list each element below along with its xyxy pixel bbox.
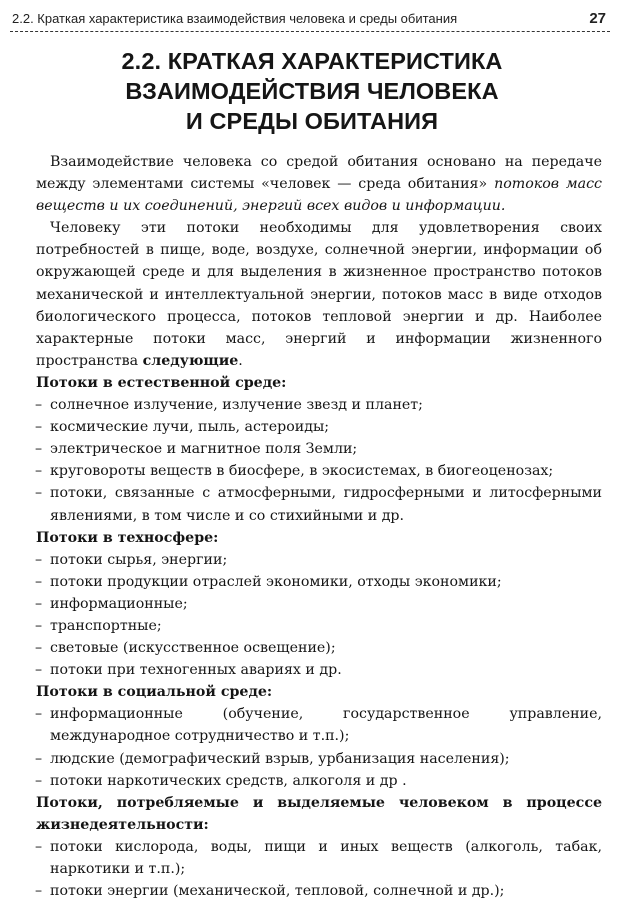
list-dash: – bbox=[35, 463, 43, 480]
list-item-text: потоки при техногенных авариях и др. bbox=[50, 662, 342, 679]
list-dash: – bbox=[35, 772, 43, 789]
list-item bbox=[36, 593, 602, 615]
intro-paragraph-1-emphasis: потоков масс веществ и их соединений, энергий всех видов и информации. bbox=[36, 176, 602, 215]
list-dash: – bbox=[35, 595, 43, 612]
list-item bbox=[36, 659, 602, 681]
list-dash: – bbox=[35, 551, 43, 568]
list-item-text: людские (демографический взрыв, урбанизация населения); bbox=[50, 750, 510, 767]
list-dash: – bbox=[35, 750, 43, 767]
running-header bbox=[12, 7, 606, 29]
list-item-text: потоки сырья, энергии; bbox=[50, 551, 228, 568]
list-item bbox=[36, 615, 602, 637]
list-item bbox=[36, 394, 602, 416]
list-item-text: информационные (обучение, государственное управление, международное сотрудничество и т.п.); bbox=[50, 706, 602, 745]
list-item bbox=[36, 703, 602, 747]
list-item-text: информационные; bbox=[50, 595, 188, 612]
header-divider bbox=[10, 31, 610, 32]
list-item bbox=[36, 460, 602, 482]
list-item bbox=[36, 880, 602, 902]
list-dash: – bbox=[35, 640, 43, 657]
list-item bbox=[36, 836, 602, 880]
list-dash: – bbox=[35, 838, 43, 855]
intro-paragraph-1-text: Взаимодействие человека со средой обитания основано на передаче между элементами системы «человек — среда обитания» bbox=[36, 154, 602, 193]
section-title-line-1: 2.2. КРАТКАЯ ХАРАКТЕРИСТИКА bbox=[121, 48, 503, 74]
list-item-text: электрическое и магнитное поля Земли; bbox=[50, 441, 358, 458]
list-dash: – bbox=[35, 706, 43, 723]
list-item bbox=[36, 549, 602, 571]
list-item bbox=[36, 637, 602, 659]
list-item-text: потоки энергии (механической, тепловой, солнечной и др.); bbox=[50, 883, 505, 900]
list-item-text: солнечное излучение, излучение звезд и планет; bbox=[50, 397, 423, 414]
section-heading-technosphere: Потоки в техносфере: bbox=[36, 529, 219, 546]
section-title-line-2: ВЗАИМОДЕЙСТВИЯ ЧЕЛОВЕКА bbox=[125, 78, 499, 104]
list-dash: – bbox=[35, 485, 43, 502]
intro-paragraph-2-text: Человеку эти потоки необходимы для удовлетворения своих потребностей в пище, воде, воздухе, солнечной энергии, информации об окружающей среде и для выделения в жизненное пространство потоков механической и интеллектуальной энергии, потоков масс в виде отходов биологического процесса, потоков тепловой энергии и др. Наиболее характерные потоки масс, энергий и информации жизненного пространства bbox=[36, 220, 602, 369]
list-item-text: транспортные; bbox=[50, 617, 162, 634]
list-item-text: потоки наркотических средств, алкоголя и др . bbox=[50, 772, 407, 789]
intro-paragraph-1 bbox=[36, 151, 602, 217]
list-item bbox=[36, 416, 602, 438]
section-heading-human: Потоки, потребляемые и выделяемые человеком в процессе жизнедеятельности: bbox=[36, 794, 602, 833]
list-item-text: потоки, связанные с атмосферными, гидросферными и литосферными явлениями, в том числе и со стихийными и др. bbox=[50, 485, 602, 524]
list-dash: – bbox=[35, 662, 43, 679]
list-item-text: потоки продукции отраслей экономики, отходы экономики; bbox=[50, 573, 502, 590]
list-dash: – bbox=[35, 419, 43, 436]
list-item bbox=[36, 748, 602, 770]
list-item bbox=[36, 571, 602, 593]
intro-paragraph-2-emphasis: следующие bbox=[142, 352, 239, 369]
intro-paragraph-2 bbox=[36, 217, 602, 372]
list-dash: – bbox=[35, 573, 43, 590]
list-item-text: световые (искусственное освещение); bbox=[50, 640, 336, 657]
section-heading-natural: Потоки в естественной среде: bbox=[36, 374, 287, 391]
section-title-line-3: И СРЕДЫ ОБИТАНИЯ bbox=[185, 108, 439, 134]
list-item-text: круговороты веществ в биосфере, в экосистемах, в биогеоценозах; bbox=[50, 463, 554, 480]
section-heading-social: Потоки в социальной среде: bbox=[36, 684, 273, 701]
section-title bbox=[20, 46, 604, 136]
list-dash: – bbox=[35, 617, 43, 634]
list-item-text: потоки кислорода, воды, пищи и иных веществ (алкоголь, табак, наркотики и т.п.); bbox=[50, 838, 602, 877]
list-dash: – bbox=[35, 883, 43, 900]
page-number: 27 bbox=[589, 9, 606, 27]
list-item bbox=[36, 770, 602, 792]
list-item bbox=[36, 482, 602, 526]
list-item-text: космические лучи, пыль, астероиды; bbox=[50, 419, 330, 436]
list-dash: – bbox=[35, 441, 43, 458]
running-title: 2.2. Краткая характеристика взаимодействия человека и среды обитания bbox=[12, 10, 458, 26]
body-text bbox=[36, 151, 602, 902]
list-dash: – bbox=[35, 397, 43, 414]
list-item bbox=[36, 438, 602, 460]
intro-paragraph-2-end: . bbox=[238, 352, 243, 369]
